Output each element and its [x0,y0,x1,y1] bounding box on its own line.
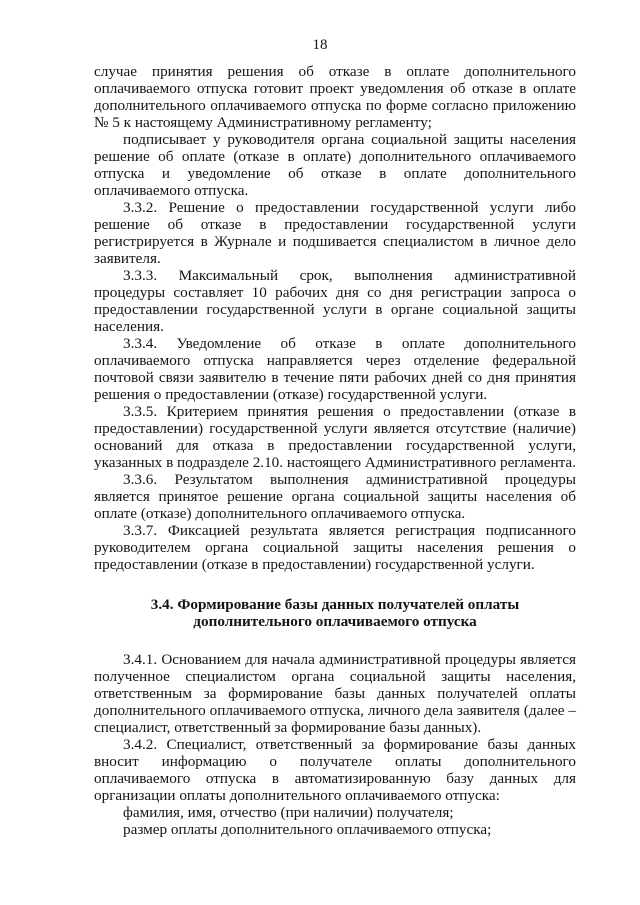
paragraph-3-3-7: 3.3.7. Фиксацией результата является регистрация подписанного руководителем органа социальной защиты населения решения о предоставлении (отказе в предоставлении) государственной услуги. [94,522,576,573]
document-body [94,63,576,838]
section-heading-3-4 [94,596,576,630]
paragraph-3-3-6: 3.3.6. Результатом выполнения административной процедуры является принятое решение органа социальной защиты населения об оплате (отказе) дополнительного оплачиваемого отпуска. [94,471,576,522]
list-item-payment-amount: размер оплаты дополнительного оплачиваемого отпуска; [123,821,492,838]
section-heading-line-1: 3.4. Формирование базы данных получателей оплаты [150,596,520,613]
paragraph-3-3-5: 3.3.5. Критерием принятия решения о предоставлении (отказе в предоставлении) государственной услуги является отсутствие (наличие) оснований для отказа в предоставлении государственной услуги, указанных в подразделе 2.10. настоящего Административного регламента. [94,403,576,471]
paragraph-top-2: подписывает у руководителя органа социальной защиты населения решение об оплате (отказе в оплате) дополнительного оплачиваемого отпуска и уведомление об отказе в оплате дополнительного оплачиваемого отпуска. [94,131,576,199]
paragraph-top-1: случае принятия решения об отказе в оплате дополнительного оплачиваемого отпуска готовит проект уведомления об отказе в оплате дополнительного оплачиваемого отпуска по форме согласно приложению № 5 к настоящему Административному регламенту; [94,63,576,131]
list-item-recipient-name: фамилия, имя, отчество (при наличии) получателя; [123,804,454,821]
paragraph-3-3-2: 3.3.2. Решение о предоставлении государственной услуги либо решение об отказе в предоставлении государственной услуги регистрируется в Журнале и подшивается специалистом в личное дело заявителя. [94,199,576,267]
paragraph-3-4-2: 3.4.2. Специалист, ответственный за формирование базы данных вносит информацию о получателе оплаты дополнительного оплачиваемого отпуска в автоматизированную базу данных для организации оплаты дополнительного оплачиваемого отпуска: [94,736,576,804]
section-heading-line-2: дополнительного оплачиваемого отпуска [193,613,477,630]
paragraph-3-3-3: 3.3.3. Максимальный срок, выполнения административной процедуры составляет 10 рабочих дня со дня регистрации запроса о предоставлении государственной услуги в органе социальной защиты населения. [94,267,576,335]
paragraph-3-4-1: 3.4.1. Основанием для начала административной процедуры является полученное специалистом органа социальной защиты населения, ответственным за формирование базы данных получателей оплаты дополнительного оплачиваемого отпуска, личного дела заявителя (далее – специалист, ответственный за формирование базы данных). [94,651,576,736]
page-number: 18 [312,37,328,53]
paragraph-3-3-4: 3.3.4. Уведомление об отказе в оплате дополнительного оплачиваемого отпуска направляется через отделение федеральной почтовой связи заявителю в течение пяти рабочих дней со дня принятия решения о предоставлении (отказе) государственной услуги. [94,335,576,403]
